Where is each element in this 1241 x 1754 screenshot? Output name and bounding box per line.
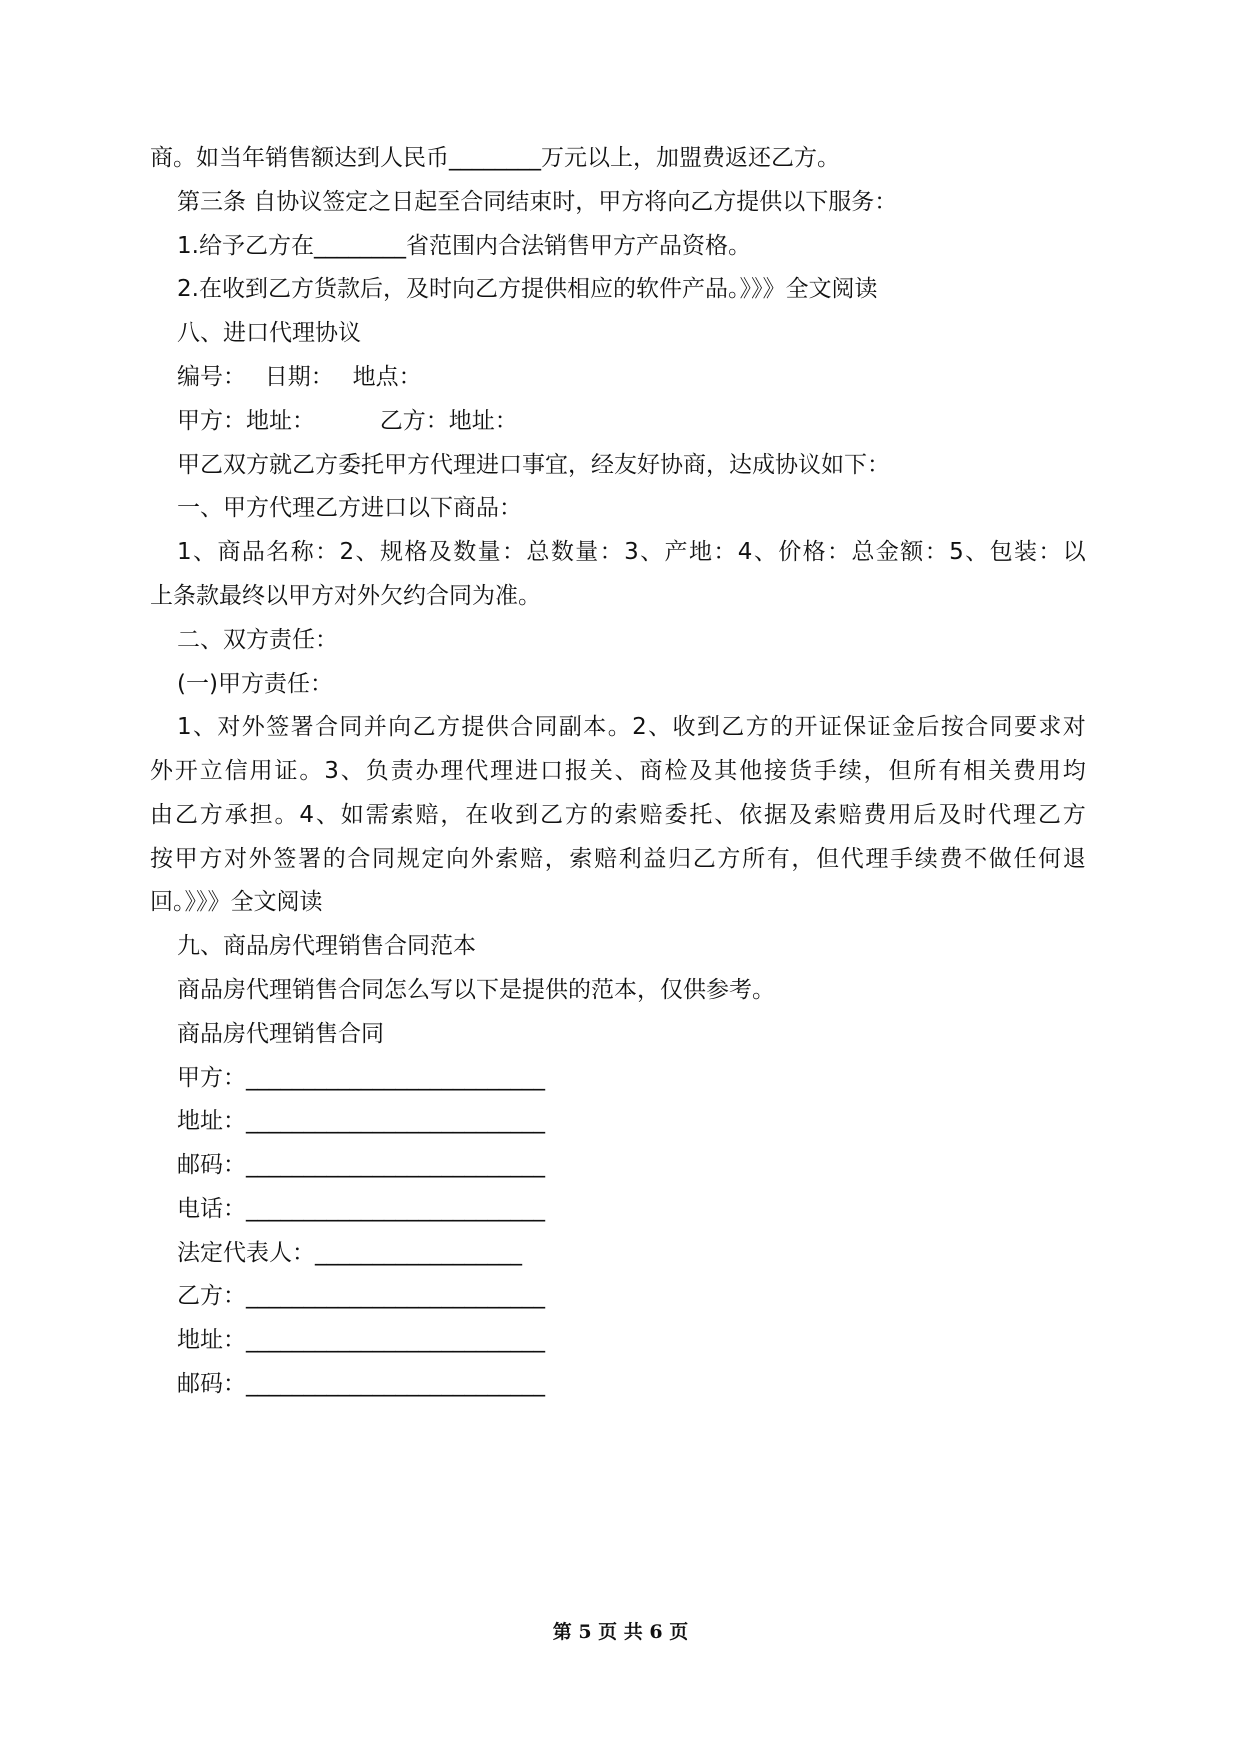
paragraph-line: 1.给予乙方在________省范围内合法销售甲方产品资格。 [177, 233, 751, 259]
section-heading: 八、进口代理协议 [177, 320, 361, 346]
form-field-line: 邮码：__________________________ [177, 1152, 545, 1178]
form-field-line: 电话：__________________________ [177, 1196, 545, 1222]
paragraph-line: 1、商品名称：2、规格及数量：总数量：3、产地：4、价格：总金额：5、包装：以 [177, 539, 1086, 565]
paragraph-line: 商。如当年销售额达到人民币________万元以上，加盟费返还乙方。 [150, 145, 840, 171]
form-field-line: 乙方：__________________________ [177, 1283, 545, 1309]
paragraph-line: 甲乙双方就乙方委托甲方代理进口事宜，经友好协商，达成协议如下： [177, 452, 890, 478]
paragraph-line: 上条款最终以甲方对外欠约合同为准。 [150, 583, 541, 609]
paragraph-line: 编号： 日期： 地点： [177, 364, 422, 390]
paragraph-line: 甲方：地址： 乙方：地址： [177, 408, 518, 434]
form-field-line: 法定代表人：__________________ [177, 1240, 522, 1266]
page-footer: 第 5 页 共 6 页 [552, 1621, 689, 1643]
section-heading: 九、商品房代理销售合同范本 [177, 933, 476, 959]
paragraph-line: (一)甲方责任： [177, 671, 333, 697]
article-three-heading: 第三条 自协议签定之日起至合同结束时，甲方将向乙方提供以下服务： [177, 189, 898, 215]
paragraph-line: 外开立信用证。3、负责办理代理进口报关、商检及其他接货手续，但所有相关费用均 [150, 758, 1086, 784]
paragraph-line: 二、双方责任： [177, 627, 338, 653]
paragraph-line: 按甲方对外签署的合同规定向外索赔，索赔利益归乙方所有，但代理手续费不做任何退 [150, 846, 1086, 872]
paragraph-line: 2.在收到乙方货款后，及时向乙方提供相应的软件产品。》》》全文阅读 [177, 276, 878, 302]
paragraph-line: 回。》》》全文阅读 [150, 889, 323, 915]
form-field-line: 地址：__________________________ [177, 1108, 545, 1134]
paragraph-line: 由乙方承担。4、如需索赔，在收到乙方的索赔委托、依据及索赔费用后及时代理乙方 [150, 802, 1086, 828]
paragraph-line: 一、甲方代理乙方进口以下商品： [177, 495, 522, 521]
paragraph-line: 1、对外签署合同并向乙方提供合同副本。2、收到乙方的开证保证金后按合同要求对 [177, 714, 1086, 740]
paragraph-line: 商品房代理销售合同怎么写以下是提供的范本，仅供参考。 [177, 977, 775, 1003]
form-field-line: 地址：__________________________ [177, 1327, 545, 1353]
contract-title: 商品房代理销售合同 [177, 1021, 384, 1047]
form-field-line: 甲方：__________________________ [177, 1065, 545, 1091]
form-field-line: 邮码：__________________________ [177, 1371, 545, 1397]
